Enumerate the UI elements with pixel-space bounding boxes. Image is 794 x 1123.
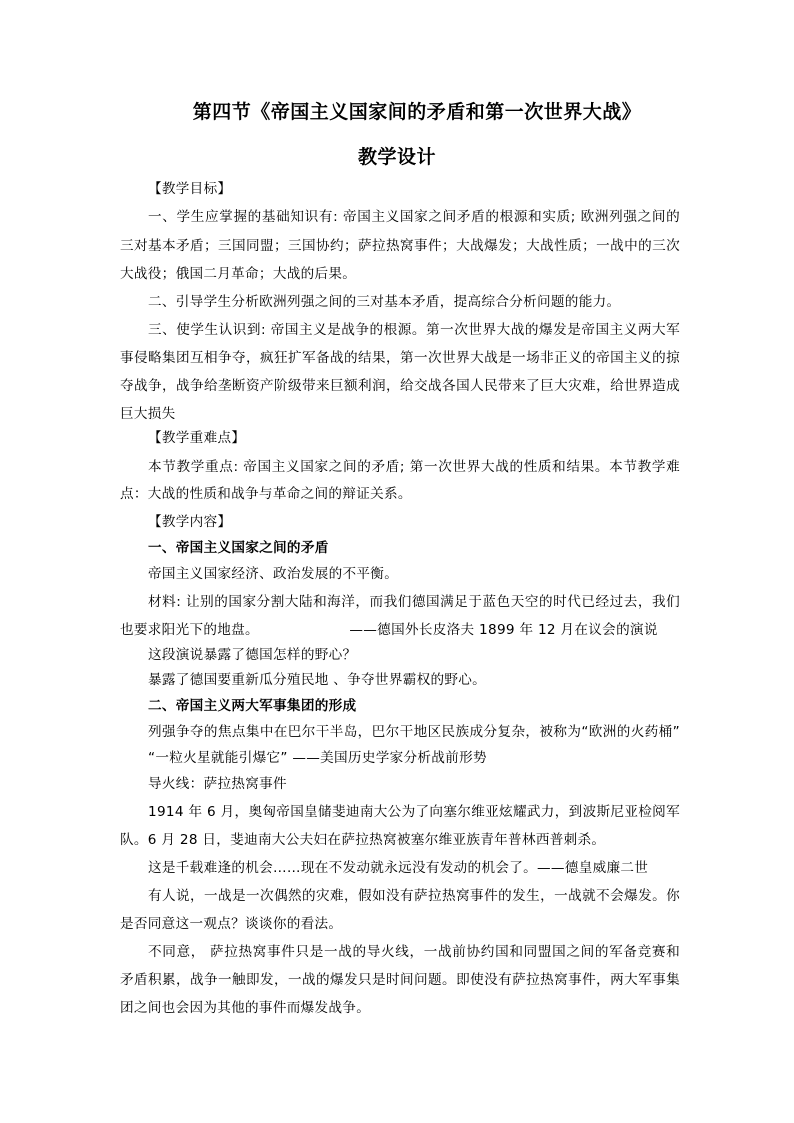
paragraph-line: 团之间也会因为其他的事件而爆发战争。 [120, 1000, 371, 1016]
paragraph-line: 队。6 月 28 日，斐迪南大公夫妇在萨拉热窝被塞尔维亚族青年普林西普刺杀。 [120, 832, 606, 848]
paragraph-line: 列强争夺的焦点集中在巴尔干半岛，巴尔干地区民族成分复杂，被称为“欧洲的火药桶” [148, 724, 680, 740]
paragraph-line: 1914 年 6 月，奥匈帝国皇储斐迪南大公为了向塞尔维亚炫耀武力，到波斯尼亚检阅军 [148, 804, 680, 820]
document-subtitle: 教学设计 [357, 146, 436, 168]
subsection-heading-military-blocs: 二、帝国主义两大军事集团的形成 [148, 698, 357, 714]
paragraph-line: 不同意， 萨拉热窝事件只是一战的导火线，一战前协约国和同盟国之间的军备竞赛和 [148, 944, 680, 960]
section-heading-content: 【教学内容】 [148, 514, 232, 530]
paragraph-line: 矛盾积累，战争一触即发，一战的爆发只是时间问题。即使没有萨拉热窝事件，两大军事集 [120, 972, 680, 988]
paragraph-line: 点：大战的性质和战争与革命之间的辩证关系。 [120, 486, 412, 502]
paragraph-line: 夺战争，战争给垄断资产阶级带来巨额利润，给交战各国人民带来了巨大灾难，给世界造成 [120, 378, 680, 394]
paragraph-line: 这段演说暴露了德国怎样的野心？ [148, 647, 357, 663]
paragraph-line: “一粒火星就能引爆它” ——美国历史学家分析战前形势 [148, 750, 487, 766]
paragraph-line: 材料: 让别的国家分割大陆和海洋，而我们德国满足于蓝色天空的时代已经过去，我们 [148, 594, 680, 610]
paragraph-line: 有人说，一战是一次偶然的灾难，假如没有萨拉热窝事件的发生，一战就不会爆发。你 [148, 888, 680, 904]
paragraph-line: 是否同意这一观点？谈谈你的看法。 [120, 916, 343, 932]
section-heading-objectives: 【教学目标】 [148, 181, 232, 197]
subsection-heading-contradictions: 一、帝国主义国家之间的矛盾 [148, 540, 329, 556]
paragraph-line: 三、使学生认识到: 帝国主义是战争的根源。第一次世界大战的爆发是帝国主义两大军 [148, 322, 680, 338]
paragraph-line: 本节教学重点: 帝国主义国家之间的矛盾; 第一次世界大战的性质和结果。本节教学难 [148, 459, 680, 475]
paragraph-line: 帝国主义国家经济、政治发展的不平衡。 [148, 566, 399, 582]
paragraph-line: 三对基本矛盾；三国同盟；三国协约；萨拉热窝事件；大战爆发；大战性质；一战中的三次 [120, 238, 680, 254]
document-title: 第四节《帝国主义国家间的矛盾和第一次世界大战》 [192, 101, 642, 123]
paragraph-line: 事侵略集团互相争夺，疯狂扩军备战的结果，第一次世界大战是一场非正义的帝国主义的掠 [120, 350, 680, 366]
section-heading-key-points: 【教学重难点】 [148, 430, 246, 446]
paragraph-line: 二、引导学生分析欧洲列强之间的三对基本矛盾，提高综合分析问题的能力。 [148, 294, 621, 310]
paragraph-line: 暴露了德国要重新瓜分殖民地 、争夺世界霸权的野心。 [148, 672, 487, 688]
paragraph-line: 导火线：萨拉热窝事件 [148, 776, 287, 792]
paragraph-line: 大战役；俄国二月革命；大战的后果。 [120, 266, 357, 282]
paragraph-line: 也要求阳光下的地盘。 ——德国外长皮洛夫 1899 年 12 月在议会的演说 [120, 622, 658, 638]
paragraph-line: 一、学生应掌握的基础知识有: 帝国主义国家之间矛盾的根源和实质; 欧洲列强之间的 [148, 209, 680, 225]
paragraph-line: 巨大损失 [120, 406, 176, 422]
paragraph-line: 这是千载难逢的机会……现在不发动就永远没有发动的机会了。——德皇威廉二世 [148, 860, 649, 876]
